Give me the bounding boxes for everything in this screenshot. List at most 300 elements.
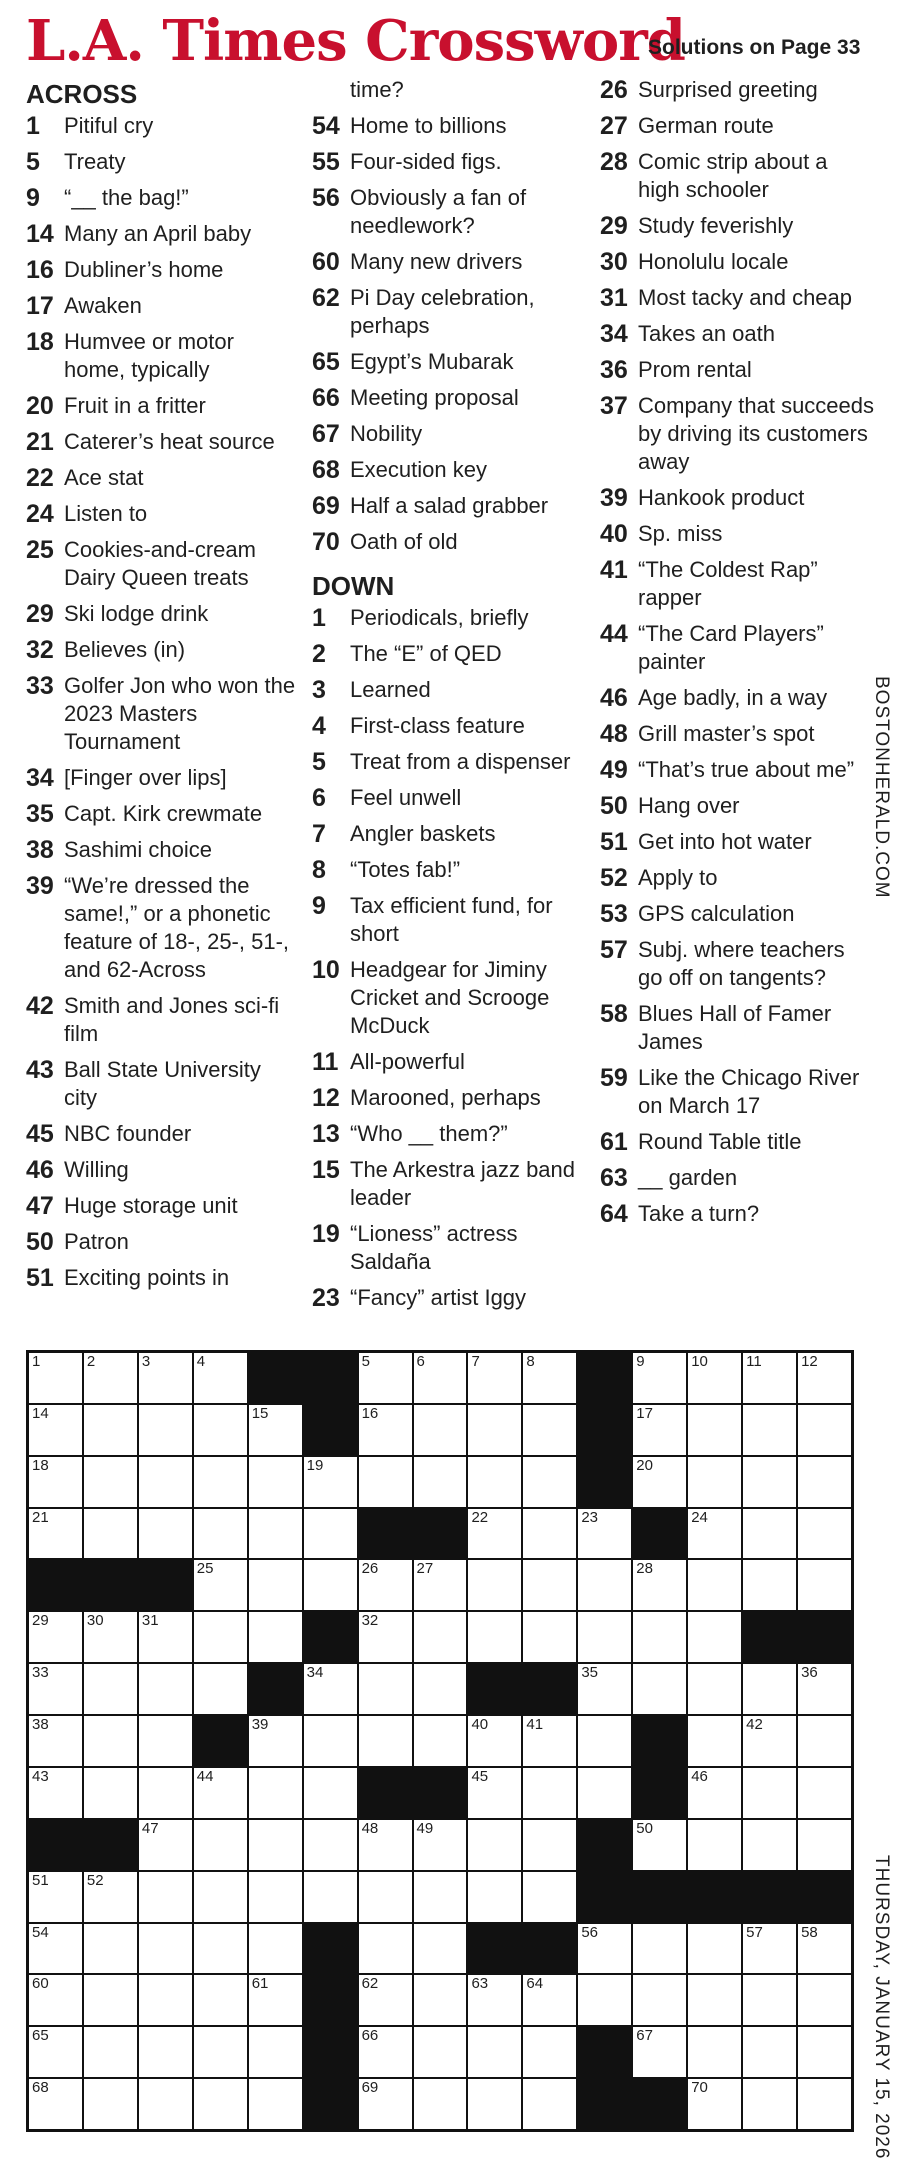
grid-cell[interactable] bbox=[633, 1612, 686, 1662]
clue-text: Take a turn? bbox=[638, 1201, 760, 1226]
grid-cell[interactable] bbox=[194, 2079, 247, 2129]
clue bbox=[26, 1156, 296, 1184]
grid-cell[interactable] bbox=[523, 1820, 576, 1870]
clue bbox=[600, 520, 875, 548]
grid-cell[interactable] bbox=[139, 1664, 192, 1714]
clue-text: Smith and Jones sci-fi film bbox=[64, 993, 280, 1046]
grid-cell[interactable] bbox=[194, 1509, 247, 1559]
grid-cell[interactable] bbox=[139, 1612, 192, 1662]
cell-number: 54 bbox=[32, 1923, 49, 1941]
grid-cell[interactable] bbox=[359, 1924, 412, 1974]
grid-cell[interactable] bbox=[139, 1768, 192, 1818]
grid-cell[interactable] bbox=[414, 1457, 467, 1507]
grid-cell[interactable] bbox=[139, 1405, 192, 1455]
grid-cell[interactable] bbox=[359, 1716, 412, 1766]
grid-cell[interactable] bbox=[688, 1353, 741, 1403]
grid-cell[interactable] bbox=[743, 1820, 796, 1870]
grid-cell[interactable] bbox=[578, 1664, 631, 1714]
clue-number: 61 bbox=[600, 1128, 628, 1156]
grid-cell[interactable] bbox=[29, 1509, 82, 1559]
grid-cell[interactable] bbox=[523, 1872, 576, 1922]
grid-cell[interactable] bbox=[633, 1820, 686, 1870]
clue bbox=[600, 792, 875, 820]
grid-cell[interactable] bbox=[468, 1768, 521, 1818]
grid-cell[interactable] bbox=[633, 1664, 686, 1714]
cell-number: 1 bbox=[32, 1353, 41, 1370]
grid-cell[interactable] bbox=[304, 1872, 357, 1922]
grid-cell[interactable] bbox=[84, 1768, 137, 1818]
clue-number: 56 bbox=[312, 184, 340, 212]
grid-cell[interactable] bbox=[523, 1560, 576, 1610]
grid-cell[interactable] bbox=[359, 1560, 412, 1610]
clue bbox=[600, 1000, 875, 1056]
black-square bbox=[578, 2027, 631, 2077]
clue-text: “Lioness” actress Saldaña bbox=[350, 1221, 518, 1274]
grid-cell[interactable] bbox=[84, 1457, 137, 1507]
grid-cell[interactable] bbox=[798, 1457, 851, 1507]
solutions-note: Solutions on Page 33 bbox=[648, 36, 861, 59]
grid-cell[interactable] bbox=[688, 1768, 741, 1818]
black-square bbox=[84, 1820, 137, 1870]
clue bbox=[312, 1284, 587, 1312]
grid-cell[interactable] bbox=[798, 1353, 851, 1403]
grid-cell[interactable] bbox=[414, 1975, 467, 2025]
grid-cell[interactable] bbox=[688, 1664, 741, 1714]
grid-cell[interactable] bbox=[194, 1872, 247, 1922]
grid-cell[interactable] bbox=[249, 2079, 302, 2129]
grid-cell[interactable] bbox=[633, 1405, 686, 1455]
clue-number: 50 bbox=[600, 792, 628, 820]
grid-cell[interactable] bbox=[29, 1975, 82, 2025]
grid-cell[interactable] bbox=[414, 1716, 467, 1766]
grid-cell[interactable] bbox=[743, 1560, 796, 1610]
clue-number: 15 bbox=[312, 1156, 340, 1184]
grid-cell[interactable] bbox=[359, 1820, 412, 1870]
grid-cell[interactable] bbox=[468, 1457, 521, 1507]
black-square bbox=[304, 1612, 357, 1662]
grid-cell[interactable] bbox=[139, 1457, 192, 1507]
grid-cell[interactable] bbox=[688, 1457, 741, 1507]
grid-cell[interactable] bbox=[743, 1716, 796, 1766]
clue-text: Willing bbox=[64, 1157, 129, 1182]
grid-cell[interactable] bbox=[139, 1820, 192, 1870]
black-square bbox=[29, 1820, 82, 1870]
grid-cell[interactable] bbox=[304, 1820, 357, 1870]
grid-cell[interactable] bbox=[414, 1353, 467, 1403]
black-square bbox=[578, 1457, 631, 1507]
grid-cell[interactable] bbox=[468, 1405, 521, 1455]
grid-cell[interactable] bbox=[578, 1768, 631, 1818]
clue bbox=[312, 1120, 587, 1148]
grid-cell[interactable] bbox=[743, 1509, 796, 1559]
grid-cell[interactable] bbox=[304, 1560, 357, 1610]
grid-cell[interactable] bbox=[359, 1457, 412, 1507]
grid-cell[interactable] bbox=[194, 1612, 247, 1662]
grid-cell[interactable] bbox=[29, 1716, 82, 1766]
cell-number: 65 bbox=[32, 2027, 49, 2045]
grid-cell[interactable] bbox=[194, 2027, 247, 2077]
cell-number: 3 bbox=[141, 1353, 151, 1370]
grid-cell[interactable] bbox=[84, 1509, 137, 1559]
grid-cell[interactable] bbox=[84, 1975, 137, 2025]
grid-cell[interactable] bbox=[359, 1975, 412, 2025]
grid-cell[interactable] bbox=[194, 1924, 247, 1974]
down-clue-list-continued bbox=[600, 76, 875, 1228]
grid-cell[interactable] bbox=[194, 1457, 247, 1507]
clue bbox=[600, 1064, 875, 1120]
clue-text: Marooned, perhaps bbox=[350, 1085, 541, 1110]
grid-cell[interactable] bbox=[249, 1768, 302, 1818]
grid-cell[interactable] bbox=[633, 1353, 686, 1403]
grid-cell[interactable] bbox=[139, 1975, 192, 2025]
black-square bbox=[359, 1509, 412, 1559]
grid-cell[interactable] bbox=[304, 1664, 357, 1714]
grid-cell[interactable] bbox=[249, 1975, 302, 2025]
clue-number: 17 bbox=[26, 292, 54, 320]
grid-cell[interactable] bbox=[468, 2027, 521, 2077]
grid-cell[interactable] bbox=[249, 1560, 302, 1610]
clue-text: Grill master’s spot bbox=[638, 721, 815, 746]
grid-cell[interactable] bbox=[249, 1716, 302, 1766]
grid-cell[interactable] bbox=[304, 1716, 357, 1766]
grid-cell[interactable] bbox=[194, 1560, 247, 1610]
clue bbox=[26, 112, 296, 140]
grid-cell[interactable] bbox=[798, 2027, 851, 2077]
page-title: L.A. Times Crossword bbox=[26, 8, 685, 74]
grid-cell[interactable] bbox=[249, 1820, 302, 1870]
grid-cell[interactable] bbox=[688, 2079, 741, 2129]
clue-number: 9 bbox=[26, 184, 40, 212]
cell-number: 8 bbox=[526, 1353, 535, 1370]
grid-cell[interactable] bbox=[468, 1353, 521, 1403]
grid-cell[interactable] bbox=[29, 1457, 82, 1507]
cell-number: 49 bbox=[416, 1819, 434, 1837]
grid-cell[interactable] bbox=[743, 1924, 796, 1974]
clue-number: 49 bbox=[600, 756, 628, 784]
grid-cell[interactable] bbox=[139, 1716, 192, 1766]
grid-cell[interactable] bbox=[29, 1405, 82, 1455]
clue bbox=[26, 292, 296, 320]
clue-text: “__ the bag!” bbox=[64, 185, 189, 210]
grid-cell[interactable] bbox=[29, 1872, 82, 1922]
clue-number: 40 bbox=[600, 520, 628, 548]
clue-text: Many new drivers bbox=[350, 249, 523, 274]
grid-cell[interactable] bbox=[468, 1820, 521, 1870]
cell-number: 57 bbox=[746, 1923, 763, 1941]
black-square bbox=[304, 2079, 357, 2129]
clue-text: Subj. where teachers go off on tangents? bbox=[638, 937, 845, 990]
clue bbox=[600, 1164, 875, 1192]
cell-number: 25 bbox=[196, 1560, 214, 1578]
clue-text: Ace stat bbox=[64, 465, 144, 490]
grid-cell[interactable] bbox=[468, 1612, 521, 1662]
grid-cell[interactable] bbox=[523, 1353, 576, 1403]
grid-cell[interactable] bbox=[523, 1716, 576, 1766]
grid-cell[interactable] bbox=[414, 1664, 467, 1714]
clue-number: 66 bbox=[312, 384, 340, 412]
grid-cell[interactable] bbox=[29, 1768, 82, 1818]
grid-cell[interactable] bbox=[468, 1716, 521, 1766]
grid-cell[interactable] bbox=[523, 2027, 576, 2077]
clue bbox=[312, 1048, 587, 1076]
grid-cell[interactable] bbox=[359, 1664, 412, 1714]
grid-cell[interactable] bbox=[359, 1612, 412, 1662]
grid-cell[interactable] bbox=[414, 1405, 467, 1455]
clue-text: Like the Chicago River on March 17 bbox=[638, 1065, 860, 1118]
grid-cell[interactable] bbox=[798, 1768, 851, 1818]
cell-number: 21 bbox=[32, 1508, 49, 1526]
grid-cell[interactable] bbox=[688, 1509, 741, 1559]
grid-cell[interactable] bbox=[468, 2079, 521, 2129]
grid-cell[interactable] bbox=[249, 1872, 302, 1922]
grid-cell[interactable] bbox=[359, 1405, 412, 1455]
grid-cell[interactable] bbox=[249, 1924, 302, 1974]
clue bbox=[600, 112, 875, 140]
grid-cell[interactable] bbox=[468, 1509, 521, 1559]
grid-cell[interactable] bbox=[414, 2079, 467, 2129]
grid-cell[interactable] bbox=[249, 1405, 302, 1455]
grid-cell[interactable] bbox=[578, 1716, 631, 1766]
grid-cell[interactable] bbox=[523, 1975, 576, 2025]
grid-cell[interactable] bbox=[688, 1975, 741, 2025]
grid-cell[interactable] bbox=[743, 1768, 796, 1818]
grid-cell[interactable] bbox=[798, 2079, 851, 2129]
grid-cell[interactable] bbox=[139, 1924, 192, 1974]
grid-cell[interactable] bbox=[249, 1612, 302, 1662]
clue-text: Age badly, in a way bbox=[638, 685, 828, 710]
clue-text: NBC founder bbox=[64, 1121, 192, 1146]
grid-cell[interactable] bbox=[688, 2027, 741, 2077]
down-heading: DOWN bbox=[312, 571, 395, 601]
black-square bbox=[578, 1872, 631, 1922]
cell-number: 36 bbox=[801, 1664, 818, 1682]
grid-cell[interactable] bbox=[84, 1405, 137, 1455]
grid-cell[interactable] bbox=[743, 1457, 796, 1507]
grid-cell[interactable] bbox=[414, 1820, 467, 1870]
grid-cell[interactable] bbox=[139, 2079, 192, 2129]
grid-cell[interactable] bbox=[359, 2079, 412, 2129]
clue bbox=[312, 456, 587, 484]
grid-cell[interactable] bbox=[523, 1612, 576, 1662]
grid-cell[interactable] bbox=[743, 2079, 796, 2129]
grid-cell[interactable] bbox=[249, 1457, 302, 1507]
grid-cell[interactable] bbox=[29, 1353, 82, 1403]
grid-cell[interactable] bbox=[29, 1664, 82, 1714]
grid-cell[interactable] bbox=[29, 2079, 82, 2129]
grid-cell[interactable] bbox=[523, 1768, 576, 1818]
grid-cell[interactable] bbox=[688, 1716, 741, 1766]
clue-text: Fruit in a fritter bbox=[64, 393, 206, 418]
clue-number: 48 bbox=[600, 720, 628, 748]
black-square bbox=[359, 1768, 412, 1818]
black-square bbox=[249, 1664, 302, 1714]
grid-cell[interactable] bbox=[523, 2079, 576, 2129]
clue bbox=[26, 1192, 296, 1220]
clue-number: 19 bbox=[312, 1220, 340, 1248]
grid-cell[interactable] bbox=[743, 1664, 796, 1714]
grid-cell[interactable] bbox=[578, 1612, 631, 1662]
grid-cell[interactable] bbox=[414, 1924, 467, 1974]
grid-cell[interactable] bbox=[743, 1405, 796, 1455]
grid-cell[interactable] bbox=[468, 1975, 521, 2025]
grid-cell[interactable] bbox=[688, 1612, 741, 1662]
clues-column-1 bbox=[26, 72, 296, 1300]
grid-cell[interactable] bbox=[194, 1975, 247, 2025]
clue-number: 54 bbox=[312, 112, 340, 140]
grid-cell[interactable] bbox=[578, 1560, 631, 1610]
grid-cell[interactable] bbox=[359, 2027, 412, 2077]
grid-cell[interactable] bbox=[84, 1924, 137, 1974]
grid-cell[interactable] bbox=[84, 1612, 137, 1662]
cell-number: 60 bbox=[32, 1975, 49, 1993]
grid-cell[interactable] bbox=[468, 1872, 521, 1922]
grid-cell[interactable] bbox=[633, 1560, 686, 1610]
grid-cell[interactable] bbox=[304, 1457, 357, 1507]
clue-number: 20 bbox=[26, 392, 54, 420]
clue-number: 60 bbox=[312, 248, 340, 276]
grid-cell[interactable] bbox=[578, 1924, 631, 1974]
grid-cell[interactable] bbox=[359, 1353, 412, 1403]
cell-number: 69 bbox=[361, 2079, 379, 2097]
clue-number: 35 bbox=[26, 800, 54, 828]
grid-cell[interactable] bbox=[523, 1457, 576, 1507]
clue-text: Humvee or motor home, typically bbox=[64, 329, 234, 382]
grid-cell[interactable] bbox=[798, 1820, 851, 1870]
clue-number: 45 bbox=[26, 1120, 54, 1148]
grid-cell[interactable] bbox=[414, 1560, 467, 1610]
clue-number: 1 bbox=[312, 604, 326, 632]
grid-cell[interactable] bbox=[84, 2079, 137, 2129]
clue-text: Home to billions bbox=[350, 113, 507, 138]
clue-number: 67 bbox=[312, 420, 340, 448]
grid-cell[interactable] bbox=[84, 1353, 137, 1403]
grid-cell[interactable] bbox=[743, 1353, 796, 1403]
cell-number: 62 bbox=[361, 1975, 379, 1993]
grid-cell[interactable] bbox=[84, 1872, 137, 1922]
clue-text: Many an April baby bbox=[64, 221, 252, 246]
clue-text: Huge storage unit bbox=[64, 1193, 238, 1218]
grid-cell[interactable] bbox=[798, 1924, 851, 1974]
grid-cell[interactable] bbox=[523, 1405, 576, 1455]
clue-number: 14 bbox=[26, 220, 54, 248]
clue bbox=[600, 212, 875, 240]
clue-text: Listen to bbox=[64, 501, 148, 526]
grid-cell[interactable] bbox=[304, 1768, 357, 1818]
clue bbox=[600, 1200, 875, 1228]
grid-cell[interactable] bbox=[139, 2027, 192, 2077]
black-square bbox=[194, 1716, 247, 1766]
grid-cell[interactable] bbox=[798, 1716, 851, 1766]
grid-cell[interactable] bbox=[249, 2027, 302, 2077]
clue-text: Cookies-and-cream Dairy Queen treats bbox=[64, 537, 256, 590]
grid-cell[interactable] bbox=[194, 1768, 247, 1818]
grid-cell[interactable] bbox=[578, 1975, 631, 2025]
clue bbox=[312, 420, 587, 448]
grid-cell[interactable] bbox=[29, 1612, 82, 1662]
grid-cell[interactable] bbox=[139, 1509, 192, 1559]
clue-number: 9 bbox=[312, 892, 326, 920]
grid-cell[interactable] bbox=[798, 1405, 851, 1455]
grid-cell[interactable] bbox=[194, 1664, 247, 1714]
grid-cell[interactable] bbox=[84, 2027, 137, 2077]
grid-cell[interactable] bbox=[359, 1872, 412, 1922]
clue-text: Treaty bbox=[64, 149, 126, 174]
grid-cell[interactable] bbox=[194, 1405, 247, 1455]
cell-number: 56 bbox=[581, 1923, 599, 1941]
black-square bbox=[468, 1664, 521, 1714]
grid-cell[interactable] bbox=[29, 1924, 82, 1974]
clue bbox=[26, 636, 296, 664]
grid-cell[interactable] bbox=[633, 2027, 686, 2077]
grid-cell[interactable] bbox=[688, 1924, 741, 1974]
cell-number: 19 bbox=[306, 1456, 324, 1474]
clue-number: 51 bbox=[600, 828, 628, 856]
clue-text: “Totes fab!” bbox=[350, 857, 461, 882]
grid-cell[interactable] bbox=[194, 1353, 247, 1403]
grid-cell[interactable] bbox=[798, 1509, 851, 1559]
grid-cell[interactable] bbox=[798, 1664, 851, 1714]
grid-cell[interactable] bbox=[798, 1560, 851, 1610]
clue-number: 36 bbox=[600, 356, 628, 384]
clue bbox=[26, 328, 296, 384]
grid-cell[interactable] bbox=[633, 1457, 686, 1507]
clue-text: German route bbox=[638, 113, 774, 138]
grid-cell[interactable] bbox=[578, 1509, 631, 1559]
grid-cell[interactable] bbox=[468, 1560, 521, 1610]
grid-cell[interactable] bbox=[414, 1872, 467, 1922]
grid-cell[interactable] bbox=[798, 1975, 851, 2025]
clue-number: 7 bbox=[312, 820, 326, 848]
grid-cell[interactable] bbox=[743, 1975, 796, 2025]
grid-cell[interactable] bbox=[414, 2027, 467, 2077]
cell-number: 39 bbox=[251, 1716, 269, 1734]
grid-cell[interactable] bbox=[84, 1664, 137, 1714]
clue-text: “Who __ them?” bbox=[350, 1121, 508, 1146]
clue-text: [Finger over lips] bbox=[64, 765, 227, 790]
clue-text: Sp. miss bbox=[638, 521, 723, 546]
grid-cell[interactable] bbox=[249, 1509, 302, 1559]
grid-cell[interactable] bbox=[688, 1405, 741, 1455]
clue-number: 50 bbox=[26, 1228, 54, 1256]
grid-cell[interactable] bbox=[688, 1560, 741, 1610]
grid-cell[interactable] bbox=[139, 1872, 192, 1922]
grid-cell[interactable] bbox=[633, 1975, 686, 2025]
clue-text: “We’re dressed the same!,” or a phonetic feature of 18-, 25-, 51-, and 62-Across bbox=[64, 873, 290, 982]
clue-text: Meeting proposal bbox=[350, 385, 519, 410]
clue-text: Obviously a fan of needlework? bbox=[350, 185, 527, 238]
clue-text: Comic strip about a high schooler bbox=[638, 149, 828, 202]
grid-cell[interactable] bbox=[633, 1924, 686, 1974]
clue bbox=[26, 992, 296, 1048]
grid-cell[interactable] bbox=[194, 1820, 247, 1870]
grid-cell[interactable] bbox=[84, 1716, 137, 1766]
grid-cell[interactable] bbox=[523, 1509, 576, 1559]
grid-cell[interactable] bbox=[304, 1509, 357, 1559]
clue-number: 41 bbox=[600, 556, 628, 584]
black-square bbox=[468, 1924, 521, 1974]
grid-cell[interactable] bbox=[29, 2027, 82, 2077]
cell-number: 11 bbox=[746, 1353, 762, 1370]
black-square bbox=[249, 1353, 302, 1403]
grid-cell[interactable] bbox=[743, 2027, 796, 2077]
grid-cell[interactable] bbox=[139, 1353, 192, 1403]
cell-number: 63 bbox=[471, 1975, 489, 1993]
grid-cell[interactable] bbox=[414, 1612, 467, 1662]
clue bbox=[312, 604, 587, 632]
cell-number: 30 bbox=[86, 1612, 104, 1630]
grid-cell[interactable] bbox=[688, 1820, 741, 1870]
clue-number: 22 bbox=[26, 464, 54, 492]
